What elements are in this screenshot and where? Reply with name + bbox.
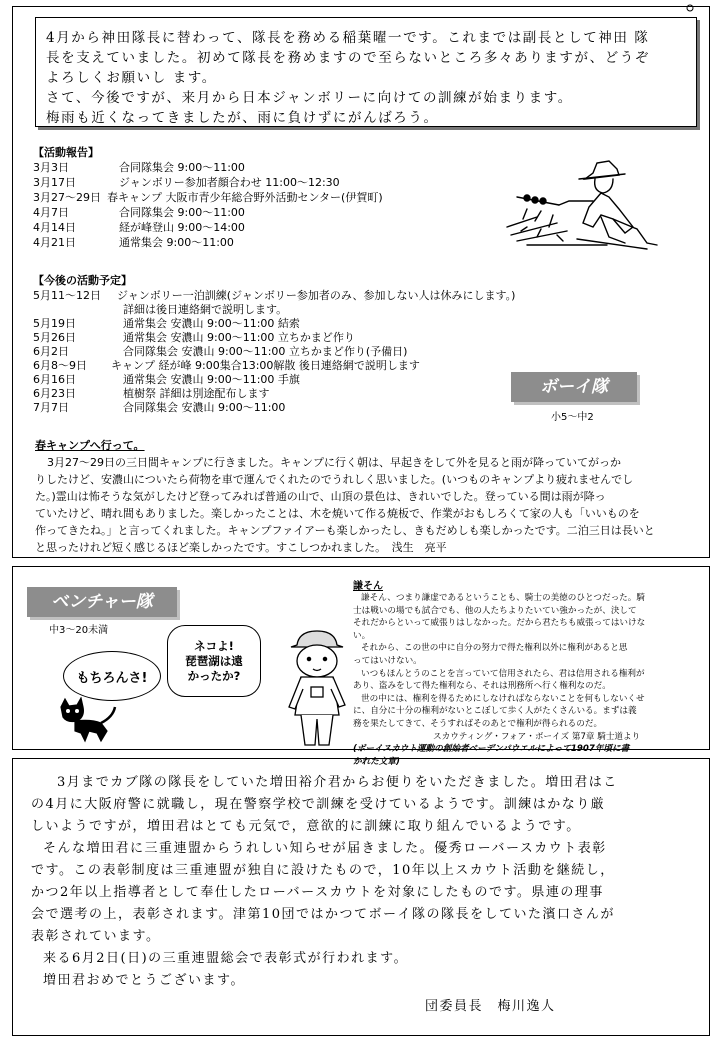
knight-line: に、自分に十分の権利がないとこぼして歩く人がたくさんいる。まずは義 (353, 706, 637, 717)
intro-line: 長を支えていました。初めて隊長を務めますので至らないところ多々ありますが、どうぞ (46, 50, 650, 66)
speech-bubble-right-line: かったか? (187, 668, 241, 683)
boy-troop-badge: ボーイ隊 (511, 372, 637, 402)
camp-report-title: 春キャンプへ行って。 (35, 439, 145, 452)
letter-line: 3月までカブ隊の隊長をしていた増田裕介君からお便りをいただきました。増田君はこ (57, 775, 618, 790)
schedule-text: 植樹祭 詳細は別途配布します (123, 387, 270, 400)
letter-line: かつ2年以上指導者として奉仕したローバースカウトを対象にしたものです。県連の理事 (31, 885, 604, 900)
knight-line: い。 (353, 630, 371, 641)
activity-text: 春キャンプ 大阪市青少年総合野外活動センター(伊賀町) (107, 191, 383, 204)
letter-line: そんな増田君に三重連盟からうれしい知らせが届きました。優秀ローバースカウト表彰 (43, 841, 607, 856)
camp-report-line: ていたけど、晴れ間もありました。楽しかったことは、木を焼いて作る焼板で、作業がおもしろくて家の人も「いいものを (35, 507, 640, 520)
camp-report-line: 3月27～29日の三日間キャンプに行きました。キャンプに行く朝は、早起きをして外を見ると雨が降っていてがっか (47, 456, 621, 469)
schedule-date: 7月7日 (33, 401, 69, 414)
activity-text: 経が峰登山 9:00～14:00 (119, 221, 245, 234)
schedule-text: キャンプ 経が峰 9:00集合13:00解散 後日連絡網で説明します (111, 359, 420, 372)
schedule-date: 5月19日 (33, 317, 76, 330)
knight-line: それだからといって威張りはしなかった。だから君たちも威張ってはいけな (353, 618, 646, 629)
schedule-text: 詳細は後日連絡網で説明します。 (123, 303, 288, 316)
schedule-date: 6月8～9日 (33, 359, 87, 372)
boy-scout-section (12, 6, 710, 558)
intro-line: 梅雨も近くなってきましたが、雨に負けずにがんばろう。 (46, 110, 439, 126)
schedule-text: 合同隊集会 安濃山 9:00～11:00 立ちかまど作り(予備日) (123, 345, 408, 358)
schedule-date: 5月26日 (33, 331, 76, 344)
letter-line: しいようですが，増田君はとても元気で，意欲的に訓練に取り組んでいるようです。 (31, 819, 581, 834)
activity-date: 3月3日 (33, 161, 69, 174)
knight-note: (ボーイスカウト運動の創始者ベーデンパウエルによって1907年頃に書 (353, 744, 630, 755)
letter-line: です。この表彰制度は三重連盟が独自に設けたもので，10年以上スカウト活動を継続し， (31, 863, 615, 878)
knight-line: ってはいけない。 (353, 655, 422, 666)
camp-report-line: りしたけど、安濃山についたら荷物を車で運んでくれたのでうれしく思いました。(いつものキャンプより疲れませんでし (35, 473, 634, 486)
knight-line: 謙そん、つまり謙虚であるということも、騎士の美徳のひとつだった。騎 (361, 593, 645, 603)
knight-line: それから、この世の中に自分の努力で得た権利以外に権利があると思 (361, 643, 628, 654)
letter-line: 表彰されています。 (31, 929, 161, 944)
activity-date: 4月7日 (33, 206, 69, 219)
activity-report-heading: 【活動報告】 (33, 146, 99, 159)
intro-line: 4月から神田隊長に替わって、隊長を務める稲葉曜一です。これまでは副長として神田 隊 (46, 30, 650, 46)
boy-troop-grade: 小5～中2 (551, 412, 594, 423)
intro-line: よろしくお願いし ます。 (46, 70, 217, 86)
venture-troop-grade: 中3～20未満 (49, 625, 109, 636)
knight-note: かれた文章) (353, 756, 400, 767)
speech-bubble-left (63, 651, 161, 701)
schedule-date: 6月16日 (33, 373, 76, 386)
schedule-text: 通常集会 安濃山 9:00～11:00 手旗 (123, 373, 300, 386)
letter-line: 会で選考の上，表彰されます。津第10団ではかつてボーイ隊の隊長をしていた濱口さんが (31, 907, 616, 922)
activity-date: 4月14日 (33, 221, 76, 234)
schedule-text: ジャンボリー一泊訓練(ジャンボリー参加者のみ、参加しない人は休みにします。) (117, 289, 516, 302)
scout-boy-illustration (275, 627, 361, 749)
knight-line: 士は戦いの場でも試合でも、他の人たちよりたいてい強かったが、決して (353, 605, 637, 616)
speech-bubble-right-line: 琵琶湖は遠 (185, 653, 243, 668)
activity-text: ジャンボリー参加者顔合わせ 11:00～12:30 (119, 176, 340, 189)
schedule-text: 通常集会 安濃山 9:00～11:00 結索 (123, 317, 300, 330)
schedule-text: 合同隊集会 安濃山 9:00～11:00 (123, 401, 286, 414)
schedule-list (33, 287, 533, 427)
letter-signature: 団委員長 梅川逸人 (425, 999, 556, 1014)
intro-message-box (35, 17, 697, 127)
schedule-text: 通常集会 安濃山 9:00～11:00 立ちかまど作り (123, 331, 355, 344)
knight-title: 謙そん (353, 581, 383, 592)
speech-bubble-left-text: もちろんさ! (76, 670, 148, 686)
schedule-date: 6月2日 (33, 345, 69, 358)
knight-source: スカウティング・フォア・ボーイズ 第7章 騎士道より (433, 731, 641, 742)
knight-line: 務を果たしてきて、そうすればそのあとで権利が得られるのだ。 (353, 718, 603, 729)
letter-line: 増田君おめでとうございます。 (43, 973, 245, 988)
activity-text: 合同隊集会 9:00～11:00 (119, 206, 245, 219)
knight-line: いつもほんとうのことを言っていて信用されたら、君は信用される権利が (361, 668, 645, 679)
activity-date: 3月17日 (33, 176, 76, 189)
schedule-date: 6月23日 (33, 387, 76, 400)
schedule-heading: 【今後の活動予定】 (33, 274, 132, 287)
activity-text: 合同隊集会 9:00～11:00 (119, 161, 245, 174)
activity-date: 4月21日 (33, 236, 76, 249)
activity-report-list (33, 159, 503, 251)
rover-letter-section (12, 758, 710, 1036)
cat-illustration (55, 697, 119, 747)
knight-article (353, 577, 705, 767)
camp-report-line: 作ってきたね。」と言ってくれました。キャンプファイアーも楽しかったし、きもだめしも楽しかったです。二泊三日は長いと (35, 524, 655, 537)
scout-cooking-illustration (497, 157, 677, 257)
activity-text: 通常集会 9:00～11:00 (119, 236, 234, 249)
venture-troop-badge: ベンチャー隊 (27, 587, 177, 617)
knight-line: あり、盗みをして得た権利なら、それは刑務所へ行く権利なのだ。 (353, 681, 611, 692)
camp-report-line: た。)霊山は怖そうな気がしたけど登ってみれば普通の山で、山頂の景色は、きれいでした。登っている間は雨が降っ (35, 490, 606, 503)
intro-line: さて、今後ですが、来月から日本ジャンボリーに向けての訓練が始まります。 (46, 90, 573, 106)
letter-line: 来る6月2日(日)の三重連盟総会で表彰式が行われます。 (43, 951, 409, 966)
speech-bubble-right-line: ネコよ! (194, 638, 234, 653)
venture-section (12, 566, 710, 767)
camp-report-line: と思ったけれど短く感じるほど楽しかったです。すこしつかれました。 浅生 亮平 (35, 541, 447, 554)
activity-date: 3月27～29日 (33, 191, 101, 204)
letter-line: の4月に大阪府警に就職し，現在警察学校で訓練を受けているようです。訓練はかなり厳 (31, 797, 606, 812)
camp-report (35, 437, 705, 556)
knight-line: 世の中には、権利を得るためにしなければならないことを何もしないくせ (361, 693, 645, 704)
speech-bubble-right (167, 625, 261, 697)
schedule-date: 5月11～12日 (33, 289, 101, 302)
